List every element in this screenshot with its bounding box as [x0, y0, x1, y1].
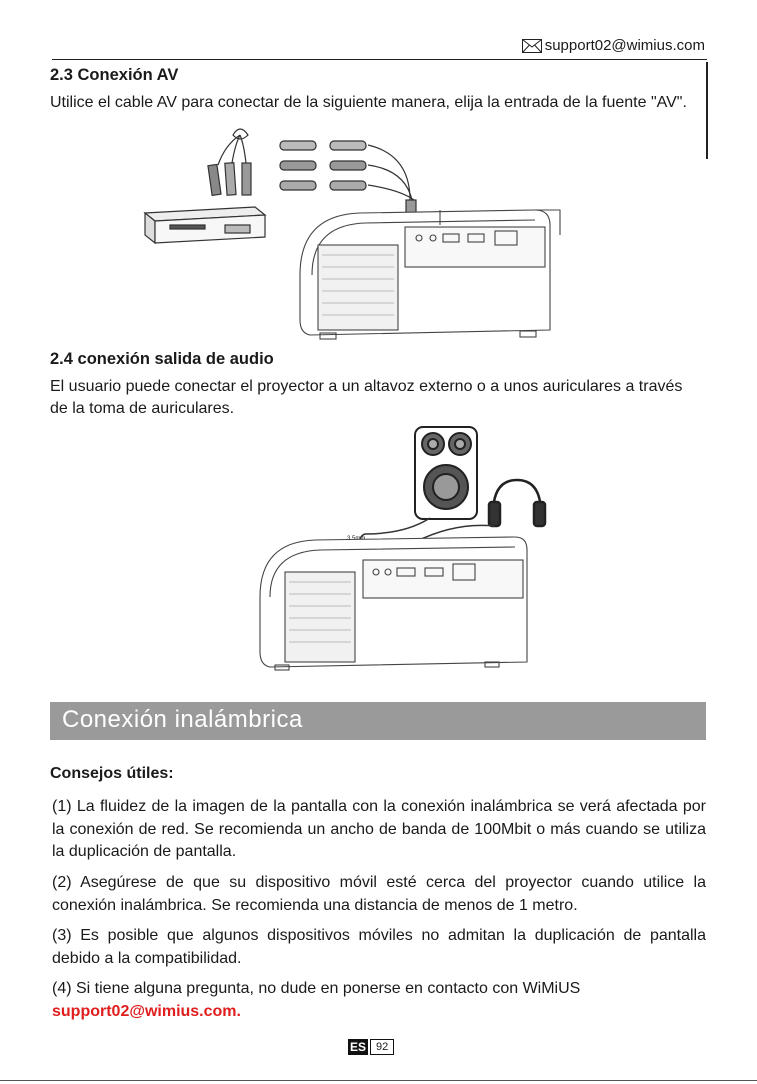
audio-connection-illustration [255, 422, 555, 672]
audio-section-title: 2.4 conexión salida de audio [50, 350, 274, 368]
wireless-banner-title: Conexión inalámbrica [62, 706, 303, 733]
header-email-text: support02@wimius.com [544, 37, 705, 54]
page-number: 92 [370, 1039, 394, 1055]
dvd-player-icon [145, 207, 265, 243]
av-connection-illustration [140, 125, 570, 340]
header-rule [52, 59, 707, 60]
tip-2: (2) Asegúrese de que su dispositivo móvil esté cerca del proyector cuando utilice la conexión inalámbrica. Se recomienda una distancia de menos de 1 metro. [52, 874, 706, 914]
headphones-icon [489, 480, 545, 526]
av-section-title: 2.3 Conexión AV [50, 66, 179, 84]
envelope-icon [522, 39, 542, 53]
audio-section-line1: El usuario puede conectar el proyector a un altavoz externo o a unos auriculares a través [50, 378, 683, 395]
tips-heading: Consejos útiles: [50, 765, 174, 782]
tip-4: (4) Si tiene alguna pregunta, no dude en ponerse en contacto con WiMiUS [52, 980, 581, 997]
projector-icon [300, 210, 560, 339]
page-footer [348, 1039, 394, 1055]
tip-3: (3) Es posible que algunos dispositivos móviles no admitan la duplicación de pantalla debido a la compatibilidad. [52, 927, 706, 967]
side-rule [706, 62, 708, 159]
speaker-icon [415, 427, 477, 519]
rca-plugs-icon [208, 129, 251, 195]
wireless-banner [50, 702, 706, 740]
av-section-text: Utilice el cable AV para conectar de la siguiente manera, elija la entrada de la fuente "AV". [50, 94, 687, 111]
header-email [522, 37, 705, 54]
bottom-rule [0, 1080, 757, 1081]
projector-icon-2 [260, 537, 527, 670]
tip-1: (1) La fluidez de la imagen de la pantalla con la conexión inalámbrica se verá afectada por la conexión de red. Se recomienda un ancho de banda de 100Mbit o más cuando se utiliza la duplicación de pantalla. [52, 798, 706, 860]
support-email-link[interactable]: support02@wimius.com. [52, 1003, 241, 1020]
language-badge: ES [350, 1040, 367, 1054]
audio-section-line2: de la toma de auriculares. [50, 400, 235, 417]
